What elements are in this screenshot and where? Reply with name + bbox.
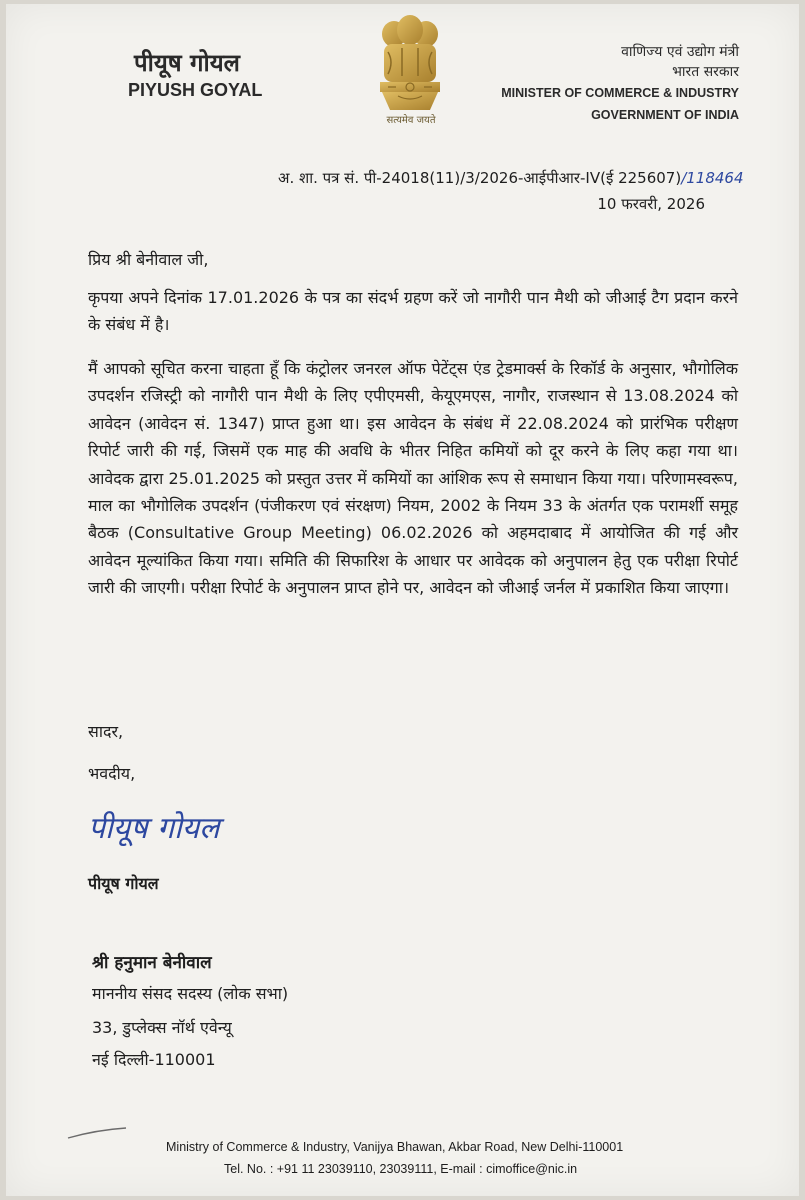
body-paragraph-1: कृपया अपने दिनांक 17.01.2026 के पत्र का संदर्भ ग्रहण करें जो नागौरी पान मैथी को जीआई टैग प्रदान करने के संबंध में है। [88,288,738,335]
government-english: GOVERNMENT OF INDIA [591,108,739,122]
reference-number: अ. शा. पत्र सं. पी-24018(11)/3/2026-आईपीआर-IV(ई 225607) [278,169,682,187]
national-emblem-icon [368,12,452,124]
government-hindi: भारत सरकार [672,64,739,80]
letter-page [6,4,799,1196]
signer-name: पीयूष गोयल [88,874,159,893]
svg-text:पीयूष गोयल: पीयूष गोयल [88,811,220,846]
minister-title-english: MINISTER OF COMMERCE & INDUSTRY [501,86,739,100]
stray-pen-mark [66,1126,128,1142]
emblem-motto: सत्यमेव जयते [386,115,436,126]
recipient-designation: माननीय संसद सदस्य (लोक सभा) [92,984,289,1003]
salutation: प्रिय श्री बेनीवाल जी, [88,250,209,269]
closing-regards: सादर, [88,722,124,741]
handwritten-signature [84,800,304,854]
minister-title-hindi: वाणिज्य एवं उद्योग मंत्री [621,44,739,60]
recipient-name: श्री हनुमान बेनीवाल [92,953,212,973]
footer-address: Ministry of Commerce & Industry, Vanijya Bhawan, Akbar Road, New Delhi-110001 [166,1140,624,1154]
body-paragraph-2: मैं आपको सूचित करना चाहता हूँ कि कंट्रोलर जनरल ऑफ पेटेंट्स एंड ट्रेडमार्क्स के रिकॉर्ड के अनुसार, भौगोलिक उपदर्शन रजिस्ट्री को नागौरी पान मैथी के लिए एपीएमसी, केयूएमएस, नागौर, राजस्थान से 13.08.2024 को आवेदन (आवेदन सं. 1347) प्राप्त हुआ था। इस आवेदन के संबंध में 22.08.2024 को प्रारंभिक परीक्षण रिपोर्ट जारी की गई, जिसमें एक माह की अवधि के भीतर निहित कमियों को दूर करने के लिए कहा गया था। आवेदक द्वारा 25.01.2025 को प्रस्तुत उत्तर में कमियों का आंशिक रूप से समाधान किया गया। परिणामस्वरूप, माल का भौगोलिक उपदर्शन (पंजीकरण एवं संरक्षण) नियम, 2002 के नियम 33 के अंतर्गत एक परामर्शी समूह बैठक (Consultative Group Meeting) 06.02.2026 को अहमदाबाद में आयोजित की गई और आवेदन मूल्यांकित किया गया। समिति की सिफारिश के आधार पर आवेदक को अनुपालन हेतु एक परीक्षा रिपोर्ट जारी की जाएगी। परीक्षा रिपोर्ट के अनुपालन प्राप्त होने पर, आवेदन को जीआई जर्नल में प्रकाशित किया जाएगा। [88,359,738,598]
sender-name-hindi: पीयूष गोयल [134,49,240,77]
reference-line [278,168,744,188]
recipient-address-line-1: 33, डुप्लेक्स नॉर्थ एवेन्यू [92,1018,232,1037]
footer-contact: Tel. No. : +91 11 23039110, 23039111, E-mail : cimoffice@nic.in [224,1162,578,1176]
letter-date: 10 फरवरी, 2026 [597,195,705,213]
recipient-address-line-2: नई दिल्ली-110001 [92,1050,216,1069]
closing-yours: भवदीय, [88,764,136,783]
handwritten-number: /118464 [681,169,744,187]
sender-name-english: PIYUSH GOYAL [128,80,263,100]
